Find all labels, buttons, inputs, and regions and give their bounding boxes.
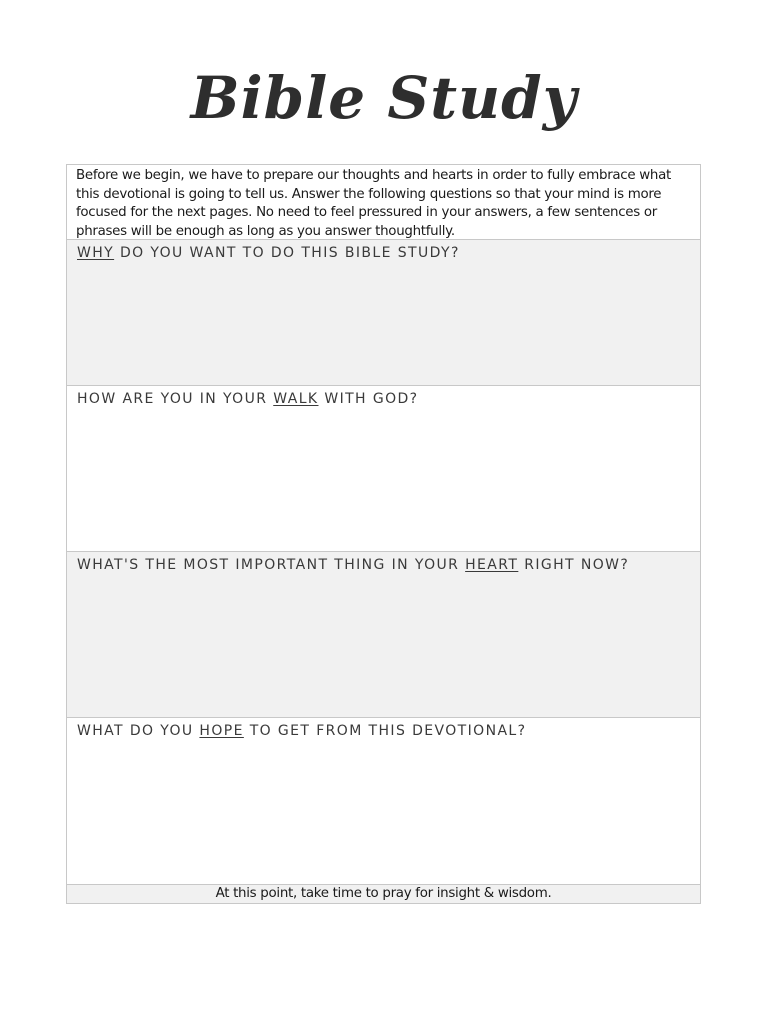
question-why-after: DO YOU WANT TO DO THIS BIBLE STUDY? <box>114 245 460 261</box>
question-hope-before: WHAT DO YOU <box>77 723 200 739</box>
question-hope-after: TO GET FROM THIS DEVOTIONAL? <box>243 723 527 739</box>
answer-box-heart[interactable] <box>67 552 700 718</box>
answer-box-hope[interactable] <box>67 718 700 885</box>
page-title: Bible Study <box>190 64 578 132</box>
question-hope <box>77 721 690 741</box>
question-heart-keyword: HEART <box>465 557 519 573</box>
question-hope-keyword: HOPE <box>199 723 244 739</box>
question-walk-keyword: WALK <box>273 391 319 407</box>
question-why <box>77 243 690 263</box>
question-walk-before: HOW ARE YOU IN YOUR <box>77 391 274 407</box>
worksheet-table <box>66 164 701 904</box>
question-walk <box>77 389 690 409</box>
answer-box-walk[interactable] <box>67 386 700 552</box>
question-why-keyword: WHY <box>77 245 115 261</box>
question-heart-after: RIGHT NOW? <box>518 557 630 573</box>
footer-prayer-note: At this point, take time to pray for insight & wisdom. <box>67 885 700 903</box>
question-walk-after: WITH GOD? <box>318 391 419 407</box>
question-heart <box>77 555 690 575</box>
intro-text: Before we begin, we have to prepare our thoughts and hearts in order to fully embrace what this devotional is going to tell us. Answer the following questions so that your mind is more focused for the next pages. No need to feel pressured in your answers, a few sentences or phrases will be enough as long as you answer thoughtfully. <box>67 165 700 240</box>
question-heart-before: WHAT'S THE MOST IMPORTANT THING IN YOUR <box>77 557 466 573</box>
answer-box-why[interactable] <box>67 240 700 386</box>
